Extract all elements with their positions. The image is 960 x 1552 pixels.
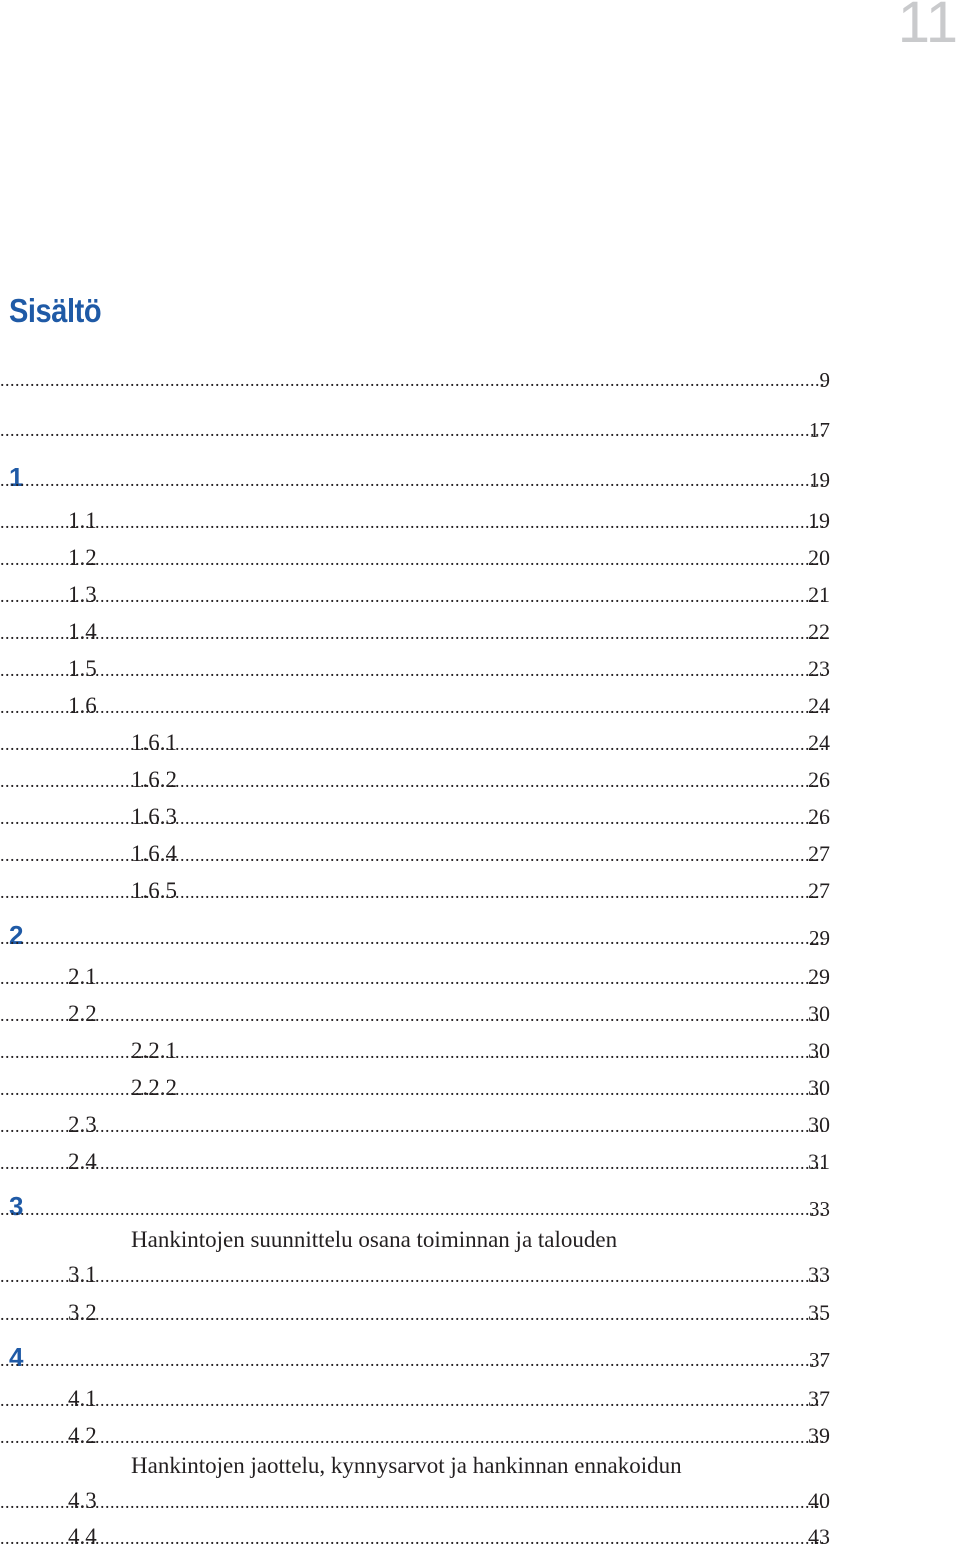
page-number: 11 <box>897 0 958 55</box>
toc-entry[interactable]: 2.2 ..... 30 <box>0 997 960 1029</box>
toc-entry[interactable]: 4.3 ..... 40 <box>0 1484 960 1516</box>
toc-entry-number: 1.6.5 <box>131 878 177 903</box>
toc-entry-number: 3.1 <box>68 1262 97 1287</box>
dot-leader <box>0 845 825 866</box>
dot-leader <box>0 928 825 949</box>
toc-entry[interactable]: 2.1 ..... 29 <box>0 960 960 992</box>
toc-entry[interactable]: 4 ..... 37 <box>0 1343 960 1375</box>
toc-entry-number: 1.6.3 <box>131 804 177 829</box>
toc-entry-number: 1.3 <box>68 582 97 607</box>
dot-leader <box>0 1079 825 1100</box>
toc-entry[interactable]: 3.2 ..... 35 <box>0 1296 960 1328</box>
toc-entry[interactable]: 4.1 ..... 37 <box>0 1382 960 1414</box>
toc-entry[interactable]: 1.2 ..... 20 <box>0 541 960 573</box>
toc-entry-number: 1.5 <box>68 656 97 681</box>
dot-leader <box>0 697 825 718</box>
toc-entry[interactable]: 2.4 ..... 31 <box>0 1145 960 1177</box>
dot-leader <box>0 1005 825 1026</box>
dot-leader <box>0 586 825 607</box>
toc-entry[interactable]: 1.6 ..... 24 <box>0 689 960 721</box>
toc-entry-number: 1.4 <box>68 619 97 644</box>
toc-entry[interactable]: 4.2 ..... 39 <box>0 1419 960 1451</box>
dot-leader <box>0 470 825 491</box>
toc-entry-number: 3.2 <box>68 1300 97 1325</box>
dot-leader <box>0 1116 825 1137</box>
toc-entry-number: 2.2.2 <box>131 1075 177 1100</box>
dot-leader <box>0 771 825 792</box>
toc-entry-number: 1.6.2 <box>131 767 177 792</box>
toc-entry[interactable]: 2.2.1 ..... 30 <box>0 1034 960 1066</box>
toc-heading: Sisältö <box>9 292 102 329</box>
dot-leader <box>0 1528 825 1549</box>
toc-entry-number: 1.6.1 <box>131 730 177 755</box>
dot-leader <box>0 882 825 903</box>
toc-entry[interactable]: 2.2.2 ..... 30 <box>0 1071 960 1103</box>
toc-entry[interactable]: 1.4 ..... 22 <box>0 615 960 647</box>
toc-entry-number: 1.2 <box>68 545 97 570</box>
dot-leader <box>0 660 825 681</box>
dot-leader <box>0 1390 825 1411</box>
toc-entry[interactable]: 1.6.5 ..... 27 <box>0 874 960 906</box>
dot-leader <box>0 1042 825 1063</box>
toc-entry-number: 2.2.1 <box>131 1038 177 1063</box>
dot-leader <box>0 370 825 391</box>
toc-entry-number: 4.4 <box>68 1524 97 1549</box>
dot-leader <box>0 1350 825 1371</box>
toc-entry[interactable]: 3.1 ..... 33 <box>0 1258 960 1290</box>
dot-leader <box>0 734 825 755</box>
toc-entry-number: 1.1 <box>68 508 97 533</box>
dot-leader <box>0 549 825 570</box>
toc-entry[interactable]: ..... 9 <box>0 363 960 395</box>
toc-entry[interactable]: 1.6.1 ..... 24 <box>0 726 960 758</box>
toc-entry-number: 4.2 <box>68 1423 97 1448</box>
toc-entry-title-line1: Hankintojen jaottelu, kynnysarvot ja hankinnan ennakoidun <box>131 1453 682 1478</box>
toc-entry-number: 2.3 <box>68 1112 97 1137</box>
dot-leader <box>0 1153 825 1174</box>
dot-leader <box>0 1304 825 1325</box>
toc-entry[interactable]: ..... 17 <box>0 413 960 445</box>
toc-entry[interactable]: 1.3 ..... 21 <box>0 578 960 610</box>
toc-entry[interactable]: 1.6.3 ..... 26 <box>0 800 960 832</box>
toc-entry[interactable]: 1.6.4 ..... 27 <box>0 837 960 869</box>
toc-entry[interactable]: 1.6.2 ..... 26 <box>0 763 960 795</box>
toc-entry[interactable]: 2 ..... 29 <box>0 921 960 953</box>
dot-leader <box>0 808 825 829</box>
toc-entry[interactable]: 3 ..... 33 <box>0 1192 960 1224</box>
toc-entry-number: 4 <box>9 1342 24 1372</box>
toc-entry-number: 4.1 <box>68 1386 97 1411</box>
toc-entry[interactable]: 2.3 ..... 30 <box>0 1108 960 1140</box>
toc-entry-number: 2 <box>9 920 24 950</box>
toc-entry-number: 2.1 <box>68 964 97 989</box>
toc-entry-title-line1: Hankintojen suunnittelu osana toiminnan ja talouden <box>131 1227 618 1252</box>
dot-leader <box>0 1427 825 1448</box>
toc-entry-number: 2.2 <box>68 1001 97 1026</box>
toc-entry-number: 1.6.4 <box>131 841 177 866</box>
toc-entry[interactable]: 1.1 ..... 19 <box>0 504 960 536</box>
dot-leader <box>0 420 825 441</box>
dot-leader <box>0 623 825 644</box>
dot-leader <box>0 1266 825 1287</box>
toc-entry[interactable]: 4.4 ..... 43 <box>0 1520 960 1552</box>
toc-entry-number: 3 <box>9 1191 24 1221</box>
toc-entry[interactable]: 1 ..... 19 <box>0 463 960 495</box>
toc-entry-number: 1 <box>9 462 24 492</box>
dot-leader <box>0 1199 825 1220</box>
dot-leader <box>0 512 825 533</box>
toc-entry-number: 1.6 <box>68 693 97 718</box>
toc-entry-number: 2.4 <box>68 1149 97 1174</box>
dot-leader <box>0 968 825 989</box>
dot-leader <box>0 1492 825 1513</box>
toc-entry-number: 4.3 <box>68 1488 97 1513</box>
toc-entry[interactable]: 1.5 ..... 23 <box>0 652 960 684</box>
